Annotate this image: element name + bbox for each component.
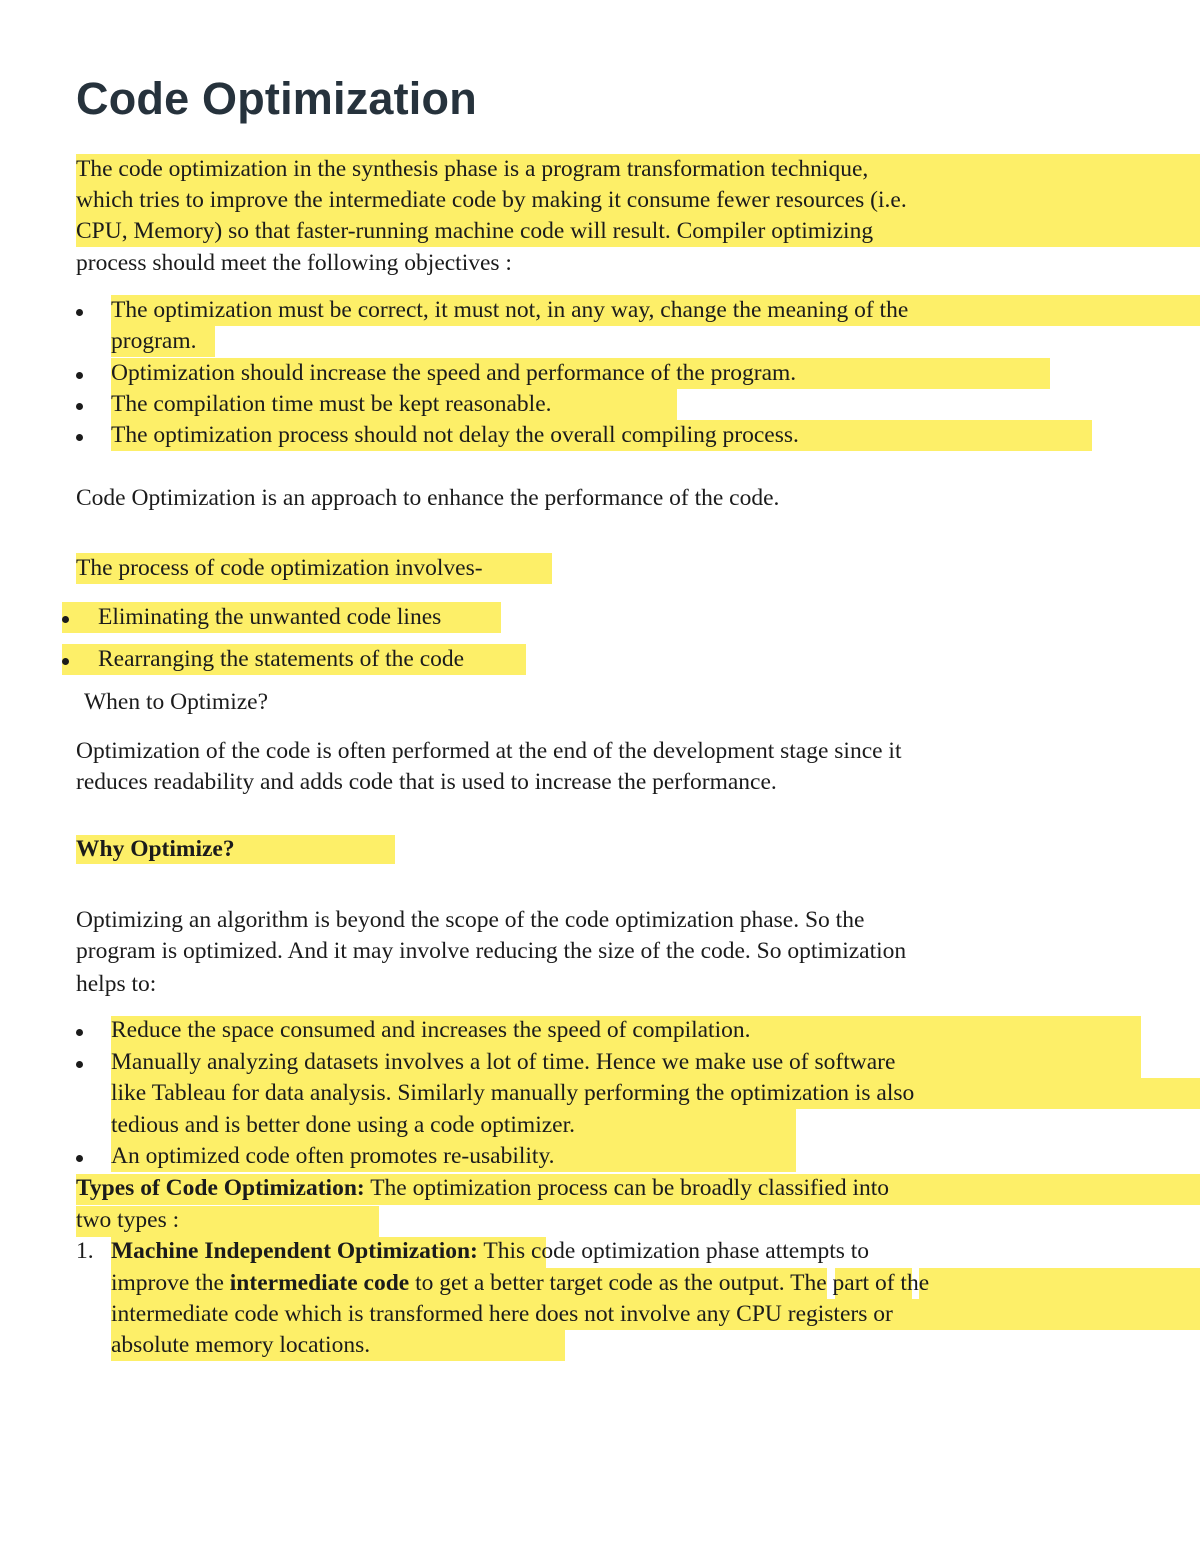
process-heading: The process of code optimization involves-	[76, 555, 483, 581]
bullet-icon	[62, 658, 69, 665]
why-item-2-line-3: tedious and is better done using a code optimizer.	[111, 1112, 576, 1138]
types-item-1-line-1	[111, 1236, 869, 1267]
types-item-1-number: 1.	[76, 1238, 94, 1264]
types-label: Types of Code Optimization:	[76, 1175, 365, 1201]
bullet-icon	[76, 403, 83, 410]
bullet-icon	[76, 434, 83, 441]
why-line-3: helps to:	[76, 971, 157, 997]
types-item-1-highlight-2c	[919, 1268, 1200, 1299]
why-heading: Why Optimize?	[76, 836, 235, 862]
types-item-1-text-1: This code optimization phase attempts to	[477, 1238, 870, 1264]
bullet-icon	[76, 1029, 83, 1036]
objective-item-1-line-1: The optimization must be correct, it must not, in any way, change the meaning of the	[111, 297, 909, 323]
bullet-icon	[76, 309, 83, 316]
process-item-1: Eliminating the unwanted code lines	[98, 604, 442, 630]
objective-item-2: Optimization should increase the speed and performance of the program.	[111, 360, 797, 386]
intro-line-3: CPU, Memory) so that faster-running machine code will result. Compiler optimizing	[76, 218, 874, 244]
why-line-2: program is optimized. And it may involve reducing the size of the code. So optimization	[76, 938, 907, 964]
bullet-icon	[62, 616, 69, 623]
when-line-2: reduces readability and adds code that is used to increase the performance.	[76, 769, 777, 795]
when-heading: When to Optimize?	[84, 689, 269, 715]
page-title: Code Optimization	[76, 73, 477, 124]
types-line-1	[76, 1173, 889, 1204]
types-item-1-line-3: intermediate code which is transformed here does not involve any CPU registers or	[111, 1301, 893, 1327]
types-text-1: The optimization process can be broadly classified into	[364, 1175, 890, 1201]
bullet-icon	[76, 372, 83, 379]
bullet-icon	[76, 1061, 83, 1068]
intro-line-2: which tries to improve the intermediate code by making it consume fewer resources (i.e.	[76, 187, 907, 213]
intro-line-4: process should meet the following objectives :	[76, 250, 512, 276]
types-line-2: two types :	[76, 1207, 180, 1233]
types-item-1-bold-term: intermediate code	[229, 1270, 410, 1296]
process-item-2: Rearranging the statements of the code	[98, 646, 465, 672]
types-item-1-line-2	[111, 1268, 929, 1299]
types-item-1-text-2b: to get a better target code as the output.	[409, 1270, 785, 1296]
types-item-1-text-2c: The part of the	[784, 1270, 930, 1296]
definition-text: Code Optimization is an approach to enhance the performance of the code.	[76, 485, 780, 511]
bullet-icon	[76, 1155, 83, 1162]
why-item-2-line-2: like Tableau for data analysis. Similarly manually performing the optimization is also	[111, 1080, 915, 1106]
objective-item-1-line-2: program.	[111, 328, 197, 354]
objective-item-4: The optimization process should not delay the overall compiling process.	[111, 422, 799, 448]
why-item-2-line-1: Manually analyzing datasets involves a lot of time. Hence we make use of software	[111, 1049, 896, 1075]
intro-line-1: The code optimization in the synthesis phase is a program transformation technique,	[76, 156, 869, 182]
when-line-1: Optimization of the code is often performed at the end of the development stage since it	[76, 738, 902, 764]
types-item-1-text-2a: improve the	[111, 1270, 230, 1296]
types-item-1-label: Machine Independent Optimization:	[111, 1238, 478, 1264]
why-line-1: Optimizing an algorithm is beyond the scope of the code optimization phase. So the	[76, 907, 865, 933]
types-item-1-line-4: absolute memory locations.	[111, 1332, 371, 1358]
why-item-1: Reduce the space consumed and increases the speed of compilation.	[111, 1017, 751, 1043]
objective-item-3: The compilation time must be kept reasonable.	[111, 391, 552, 417]
why-item-3: An optimized code often promotes re-usability.	[111, 1143, 555, 1169]
